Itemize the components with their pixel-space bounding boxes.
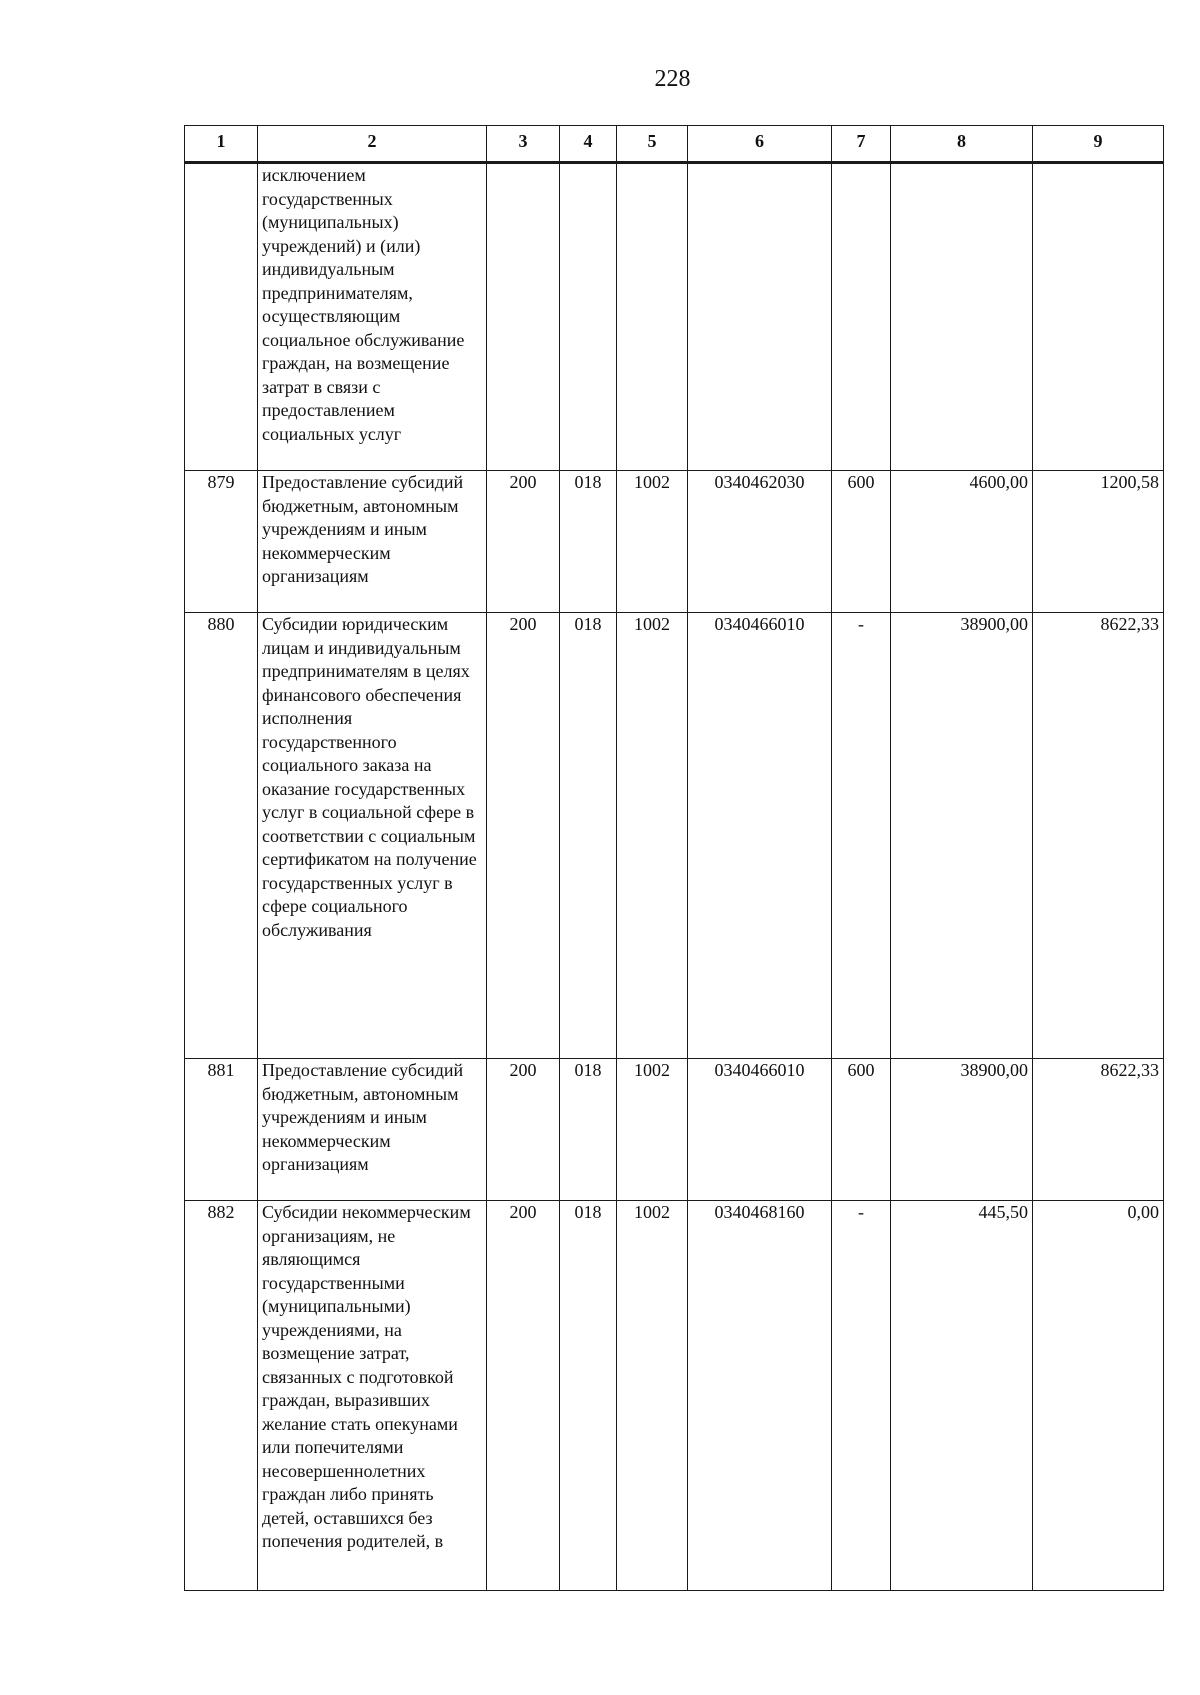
cell-col3: 200 xyxy=(487,1059,560,1201)
cell-col9 xyxy=(1033,163,1164,471)
table-header-row xyxy=(185,126,1164,163)
cell-col9: 1200,58 xyxy=(1033,471,1164,613)
cell-col4: 018 xyxy=(560,1201,617,1591)
cell-col3: 200 xyxy=(487,471,560,613)
cell-col9: 8622,33 xyxy=(1033,1059,1164,1201)
column-header-1: 1 xyxy=(185,126,258,163)
cell-col4: 018 xyxy=(560,1059,617,1201)
cell-col5: 1002 xyxy=(617,1059,688,1201)
cell-col6: 0340468160 xyxy=(688,1201,832,1591)
cell-description: исключением государственных (муниципальных) учреждений) и (или) индивидуальным предпринимателям, осуществляющим социальное обслуживание граждан, на возмещение затрат в связи с предоставлением социальных услуг xyxy=(258,163,487,471)
cell-col8: 38900,00 xyxy=(891,613,1033,1059)
cell-col7: - xyxy=(832,613,891,1059)
cell-col8: 38900,00 xyxy=(891,1059,1033,1201)
cell-col7: 600 xyxy=(832,1059,891,1201)
cell-col9: 8622,33 xyxy=(1033,613,1164,1059)
cell-col6: 0340466010 xyxy=(688,613,832,1059)
table-row xyxy=(185,163,1164,471)
cell-col5: 1002 xyxy=(617,613,688,1059)
cell-col4 xyxy=(560,163,617,471)
cell-col4: 018 xyxy=(560,613,617,1059)
table-row xyxy=(185,471,1164,613)
cell-col5: 1002 xyxy=(617,471,688,613)
column-header-2: 2 xyxy=(258,126,487,163)
cell-row-number xyxy=(185,163,258,471)
column-header-9: 9 xyxy=(1033,126,1164,163)
cell-row-number: 880 xyxy=(185,613,258,1059)
cell-col6: 0340466010 xyxy=(688,1059,832,1201)
page-number: 228 xyxy=(654,66,691,92)
cell-col3: 200 xyxy=(487,613,560,1059)
cell-col3 xyxy=(487,163,560,471)
cell-row-number: 879 xyxy=(185,471,258,613)
table-row xyxy=(185,1201,1164,1591)
cell-col5: 1002 xyxy=(617,1201,688,1591)
cell-col7: 600 xyxy=(832,471,891,613)
cell-col8: 4600,00 xyxy=(891,471,1033,613)
cell-row-number: 881 xyxy=(185,1059,258,1201)
cell-col8: 445,50 xyxy=(891,1201,1033,1591)
table-row xyxy=(185,1059,1164,1201)
cell-col6: 0340462030 xyxy=(688,471,832,613)
column-header-5: 5 xyxy=(617,126,688,163)
cell-col6 xyxy=(688,163,832,471)
column-header-8: 8 xyxy=(891,126,1033,163)
cell-col7: - xyxy=(832,1201,891,1591)
cell-col5 xyxy=(617,163,688,471)
column-header-4: 4 xyxy=(560,126,617,163)
cell-description: Предоставление субсидий бюджетным, автономным учреждениям и иным некоммерческим организациям xyxy=(258,471,487,613)
cell-col7 xyxy=(832,163,891,471)
cell-description: Предоставление субсидий бюджетным, автономным учреждениям и иным некоммерческим организациям xyxy=(258,1059,487,1201)
budget-table xyxy=(184,125,1164,1591)
table-row xyxy=(185,613,1164,1059)
cell-col9: 0,00 xyxy=(1033,1201,1164,1591)
cell-col3: 200 xyxy=(487,1201,560,1591)
cell-row-number: 882 xyxy=(185,1201,258,1591)
cell-description: Субсидии некоммерческим организациям, не являющимся государственными (муниципальными) учреждениями, на возмещение затрат, связанных с подготовкой граждан, выразивших желание стать опекунами или попечителями несовершеннолетних граждан либо принять детей, оставшихся без попечения родителей, в xyxy=(258,1201,487,1591)
column-header-3: 3 xyxy=(487,126,560,163)
cell-col8 xyxy=(891,163,1033,471)
column-header-7: 7 xyxy=(832,126,891,163)
column-header-6: 6 xyxy=(688,126,832,163)
cell-col4: 018 xyxy=(560,471,617,613)
cell-description: Субсидии юридическим лицам и индивидуальным предпринимателям в целях финансового обеспечения исполнения государственного социального заказа на оказание государственных услуг в социальной сфере в соответствии с социальным сертификатом на получение государственных услуг в сфере социального обслуживания xyxy=(258,613,487,1059)
